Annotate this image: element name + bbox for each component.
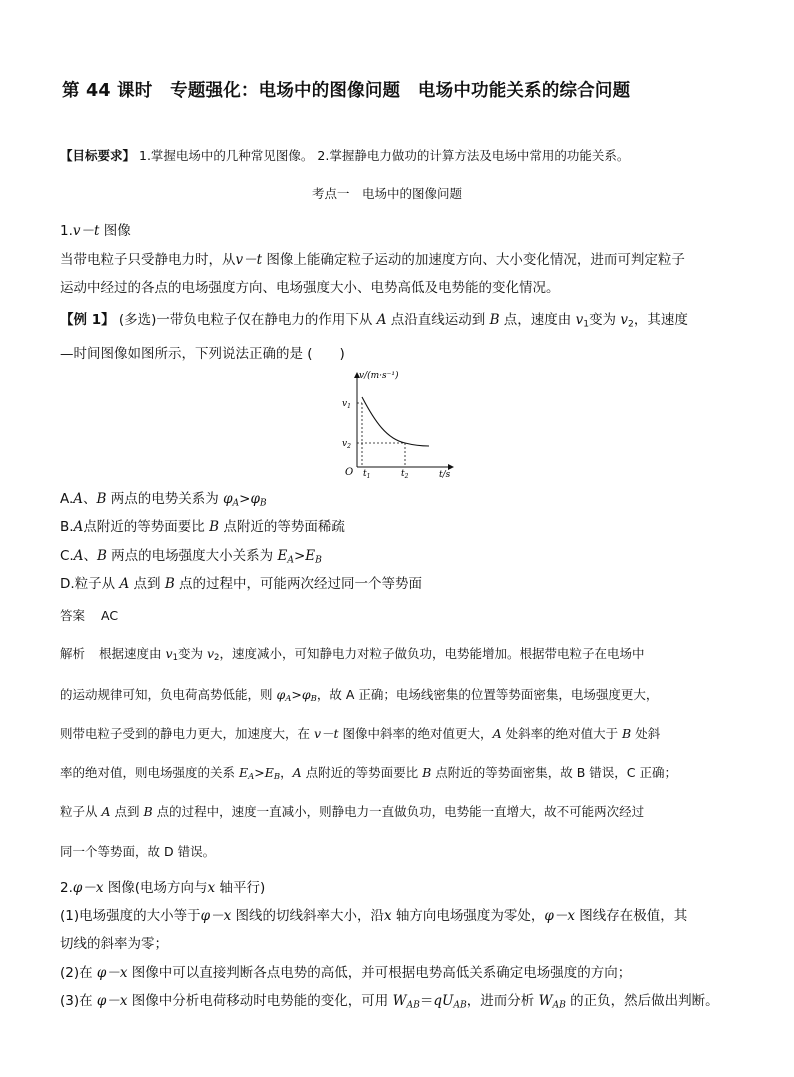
analysis-l1a: 根据速度由 [99,646,166,661]
analysis-v1-sub: 1 [172,653,178,664]
option-b-tail: 点附近的等势面稀疏 [219,519,345,535]
i2-text-b: 图像中可以直接判断各点电势的高低，并可根据电势高低关系确定电场强度的方向； [127,965,632,981]
example-line1 [60,308,688,328]
answer-label: 答案 [60,608,86,623]
example-v2-sub: 2 [628,318,634,330]
analysis-phi-a: φ [276,687,286,702]
analysis-line5 [60,802,644,820]
option-a-sep: 、 [83,491,97,507]
option-d [60,572,422,592]
analysis-l1b: 变为 [177,646,207,661]
example-text-a: (多选)一带负电粒子仅在静电力的作用下从 [114,312,377,328]
part2-item3 [60,989,719,1009]
option-d-pb: B [164,576,175,592]
option-c-sep: 、 [83,548,97,564]
i3-qu: qU [433,993,454,1009]
example-v1: v [575,312,584,328]
i2-var: φ－x [96,965,128,981]
option-a-p2: B [96,491,107,507]
part2-item1-line2: 切线的斜率为零； [60,936,168,952]
option-a-phi1: φ [223,491,233,507]
option-a-phi1-sub: A [232,497,240,509]
analysis-l4a: 率的绝对值，则电场强度的关系 [60,765,239,780]
option-c-ea-sub: A [287,554,294,566]
example-text-b: 点沿直线运动到 [386,312,490,328]
analysis-v2: v [206,646,215,661]
analysis-l3d: 处斜 [631,726,661,741]
analysis-l2a: 的运动规律可知，负电荷高势低能，则 [60,687,277,702]
origin-label: O [345,467,354,478]
option-a-letter: A. [60,491,74,507]
analysis-line4 [60,763,677,781]
option-c [60,544,322,564]
i3-w-sub: AB [406,999,420,1011]
vt-curve [362,397,429,446]
option-c-p1: A [73,548,84,564]
option-a-p1: A [73,491,84,507]
t1-tick-label: $t_1$ [363,469,371,479]
i1-x: x [384,908,392,924]
analysis-l5a: 粒子从 [60,804,102,819]
i3-w2: W [538,993,553,1009]
v2-tick-label: $v_2$ [342,439,351,450]
analysis-ea: E [238,765,249,780]
option-c-letter: C. [60,548,74,564]
analysis-l1c: ，速度减小，可知静电力对粒子做负功，电势能增加。根据带电粒子在电场中 [219,646,645,661]
part2-item1-line1 [60,904,687,924]
i1-text-a: (1)电场强度的大小等于 [60,908,201,924]
analysis-eb-sub: B [273,772,281,783]
p1-text-a: 当带电粒子只受静电力时，从 [60,252,236,268]
analysis-line2 [60,685,658,703]
vt-chart [335,367,465,479]
analysis-phi-b: φ [301,687,311,702]
part1-paragraph-line1 [60,248,685,268]
i3-text-b: 图像中分析电荷移动时电势能的变化，可用 [127,993,393,1009]
example-line2: —时间图像如图所示，下列说法正确的是 ( ) [60,346,345,362]
example-point-a: A [376,312,387,328]
example-text-c: 点，速度由 [499,312,576,328]
x-axis-label: t/s [439,470,451,479]
p1-var: v－t [235,252,263,268]
analysis-l3a: 则带电粒子受到的静电力更大，加速度大，在 [60,726,314,741]
analysis-label: 解析 [60,646,86,661]
analysis-l5-pa: A [101,804,111,819]
part2-heading-var: φ－x [72,880,104,896]
i2-text-a: (2)在 [60,965,97,981]
example-text-d: 变为 [589,312,621,328]
option-b-letter: B. [60,519,74,535]
analysis-l4-pa: A [292,765,302,780]
analysis-l3b: 图像中斜率的绝对值更大， [338,726,493,741]
analysis-l5b: 点到 [110,804,144,819]
t2-tick-label: $t_2$ [401,469,409,479]
analysis-l2b: ，故 A 正确；电场线密集的位置等势面密集，电场强度更大， [316,687,659,702]
part1-heading-text: 图像 [99,223,131,239]
i3-var: φ－x [96,993,128,1009]
option-d-letter: D. [60,576,75,592]
analysis-v2-sub: 2 [214,653,220,664]
part2-heading-num: 2. [60,880,73,896]
i1-text-d: 图线存在极值，其 [575,908,688,924]
option-c-ea: E [277,548,288,564]
analysis-phi-b-sub: B [310,694,317,705]
part2-item2 [60,961,631,981]
i1-text-c: 轴方向电场强度为零处， [391,908,545,924]
option-c-text: 两点的电场强度大小关系为 [106,548,278,564]
part2-heading [60,876,265,896]
goals-line [60,146,629,164]
part1-paragraph-line2: 运动中经过的各点的电场强度方向、电场强度大小、电势高低及电势能的变化情况。 [60,280,560,296]
part2-heading-text: 图像(电场方向与 [103,880,208,896]
option-d-mid: 点到 [129,576,165,592]
y-axis-label: v/(m·s⁻¹) [359,371,399,381]
analysis-l4d: 点附近的等势面密集，故 B 错误，C 正确； [431,765,677,780]
i3-qu-sub: AB [453,999,467,1011]
option-c-eb-sub: B [315,554,322,566]
i3-w: W [392,993,407,1009]
part1-heading-num: 1. [60,223,73,239]
page-title: 第 44 课时 专题强化：电场中的图像问题 电场中功能关系的综合问题 [62,81,631,101]
example-text-e: ，其速度 [633,312,688,328]
option-b-p2: B [209,519,220,535]
analysis-eb: E [264,765,274,780]
part2-heading-tail: 轴平行) [215,880,266,896]
option-a-phi2: φ [250,491,260,507]
option-b-p1: A [73,519,84,535]
option-b [60,515,345,535]
i1-var2: φ－x [544,908,575,924]
example-v2: v [620,312,628,328]
part2-heading-x: x [207,880,216,896]
option-c-eb: E [305,548,316,564]
option-c-p2: B [96,548,107,564]
i3-text-d: 的正负，然后做出判断。 [565,993,719,1009]
i1-var: φ－x [200,908,232,924]
analysis-l3c: 处斜率的绝对值大于 [501,726,623,741]
example-v1-sub: 1 [583,318,590,330]
i3-text-a: (3)在 [60,993,97,1009]
example-point-b: B [489,312,500,328]
goals-tag: 【目标要求】 [60,148,136,163]
part1-heading-var: v－t [72,223,100,239]
option-d-pa: A [119,576,130,592]
analysis-l5-pb: B [143,804,153,819]
i3-w2-sub: AB [552,999,566,1011]
answer-line [60,606,118,624]
analysis-l3-pb: B [622,726,632,741]
analysis-l4b: ， [280,765,293,780]
analysis-gt1: > [291,687,302,702]
i3-text-c: ，进而分析 [466,993,539,1009]
goals-text: 1.掌握电场中的几种常见图像。 2.掌握静电力做功的计算方法及电场中常用的功能关系。 [135,148,630,163]
section-heading: 考点一 电场中的图像问题 [312,186,463,201]
example-label: 【例 1】 [60,312,115,328]
option-d-text: 粒子从 [74,576,120,592]
part1-heading [60,219,131,239]
analysis-line1 [60,644,644,662]
analysis-v1: v [165,646,173,661]
v1-tick-label: $v_1$ [342,399,351,410]
analysis-l4-pb: B [422,765,432,780]
analysis-ea-sub: A [248,772,255,783]
i1-text-b: 图线的切线斜率大小，沿 [231,908,384,924]
option-a-gt: > [239,491,251,507]
analysis-l4c: 点附近的等势面要比 [301,765,423,780]
option-a [60,487,267,507]
analysis-phi-a-sub: A [285,694,292,705]
answer-value: AC [101,608,119,623]
analysis-line3 [60,724,660,742]
option-c-gt: > [293,548,306,564]
analysis-gt2: > [254,765,265,780]
p1-text-b: 图像上能确定粒子运动的加速度方向、大小变化情况，进而可判定粒子 [262,252,685,268]
analysis-l3-pa: A [492,726,502,741]
analysis-l5c: 点的过程中，速度一直减小，则静电力一直做负功，电势能一直增大，故不可能两次经过 [152,804,645,819]
i3-eq: ＝ [419,993,434,1009]
option-b-text: 点附近的等势面要比 [83,519,210,535]
option-d-tail: 点的过程中，可能两次经过同一个等势面 [174,576,423,592]
analysis-line6: 同一个等势面，故 D 错误。 [60,844,216,859]
option-a-text: 两点的电势关系为 [106,491,224,507]
option-a-phi2-sub: B [259,497,267,509]
analysis-l3-var: v－t [313,726,339,741]
